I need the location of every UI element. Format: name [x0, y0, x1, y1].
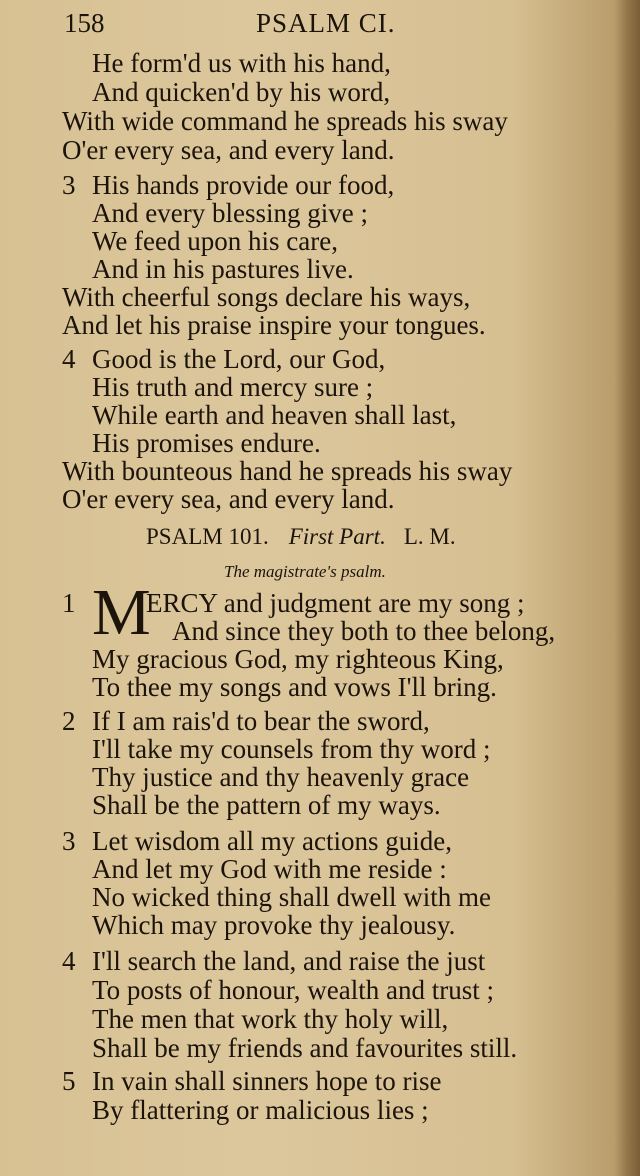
psalm-subtitle: The magistrate's psalm. [224, 562, 386, 581]
verse-line: No wicked thing shall dwell with me [92, 882, 491, 912]
verse-line: With wide command he spreads his sway [62, 106, 508, 136]
page-header [64, 8, 624, 42]
verse-line: The men that work thy holy will, [92, 1004, 449, 1034]
verse-line: Which may provoke thy jealousy. [92, 910, 456, 940]
stanza-number: 1 [62, 588, 76, 618]
verse-line: We feed upon his care, [92, 226, 338, 256]
stanza-number: 4 [62, 946, 76, 976]
verse-line: And in his pastures live. [92, 254, 354, 284]
verse-line: Shall be my friends and favourites still. [92, 1033, 518, 1063]
verse-line: He form'd us with his hand, [92, 48, 391, 78]
stanza-number: 3 [62, 170, 76, 200]
stanza-number: 3 [62, 826, 76, 856]
psalm-title [146, 524, 456, 550]
psalm-name: PSALM 101. [146, 524, 269, 549]
verse-line: While earth and heaven shall last, [92, 400, 457, 430]
verse-line: And let his praise inspire your tongues. [62, 310, 486, 340]
page-spine-shadow [614, 0, 640, 1176]
verse-line: O'er every sea, and every land. [62, 135, 395, 165]
verse-line: I'll search the land, and raise the just [92, 946, 486, 976]
verse-line: To thee my songs and vows I'll bring. [92, 672, 497, 702]
verse-line: If I am rais'd to bear the sword, [92, 706, 430, 736]
verse-line: To posts of honour, wealth and trust ; [92, 975, 494, 1005]
verse-line: With cheerful songs declare his ways, [62, 282, 471, 312]
verse-line: And quicken'd by his word, [92, 77, 391, 107]
verse-line: ERCY and judgment are my song ; [146, 588, 525, 618]
verse-line: Thy justice and thy heavenly grace [92, 762, 470, 792]
verse-line: Let wisdom all my actions guide, [92, 826, 452, 856]
stanza-number: 4 [62, 344, 76, 374]
verse-line: O'er every sea, and every land. [62, 484, 395, 514]
verse-line: Shall be the pattern of my ways. [92, 790, 441, 820]
verse-line: And since they both to thee belong, [172, 616, 556, 646]
verse-line: And let my God with me reside : [92, 854, 447, 884]
verse-line: I'll take my counsels from thy word ; [92, 734, 491, 764]
verse-line: My gracious God, my righteous King, [92, 644, 504, 674]
psalm-part: First Part. [288, 524, 386, 549]
verse-line: His truth and mercy sure ; [92, 372, 374, 402]
verse-line: By flattering or malicious lies ; [92, 1095, 429, 1125]
page-number: 158 [64, 8, 105, 38]
psalm-meter: L. M. [403, 524, 456, 549]
verse-line: In vain shall sinners hope to rise [92, 1066, 442, 1096]
verse-line: Good is the Lord, our God, [92, 344, 386, 374]
drop-cap: M [92, 576, 151, 649]
running-head: PSALM CI. [256, 8, 396, 38]
verse-line: His hands provide our food, [92, 170, 395, 200]
verse-line: With bounteous hand he spreads his sway [62, 456, 513, 486]
verse-line: And every blessing give ; [92, 198, 368, 228]
verse-line: His promises endure. [92, 428, 321, 458]
stanza-number: 2 [62, 706, 76, 736]
stanza-number: 5 [62, 1066, 76, 1096]
